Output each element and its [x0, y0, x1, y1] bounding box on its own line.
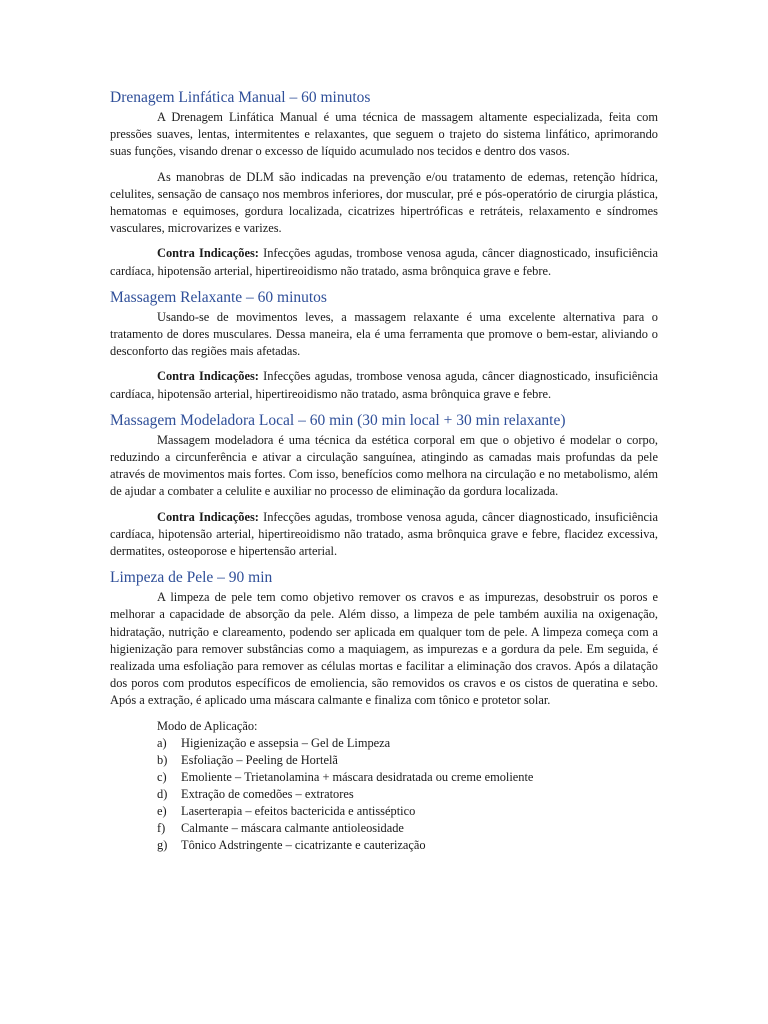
contra-label: Contra Indicações:	[157, 369, 259, 384]
list-item	[157, 837, 658, 854]
list-item	[157, 803, 658, 820]
contra-text: Infecções agudas, trombose venosa aguda, câncer diagnosticado, insuficiência cardíaca, hipotensão arterial, hipertireoidismo não tratado, asma brônquica grave e febre.	[110, 369, 658, 401]
list-item-text: Calmante – máscara calmante antioleosidade	[181, 820, 404, 835]
paragraph: As manobras de DLM são indicadas na prevenção e/ou tratamento de edemas, retenção hídrica, celulites, sensação de cansaço nos membros inferiores, dor muscular, pré e pós-operatório de cirurgia plástica, hematomas e equimoses, gordura localizada, cicatrizes hipertróficas e retráteis, relaxamento e síndromes vasculares, microvarizes e varizes.	[110, 169, 658, 236]
list-marker: c)	[157, 769, 167, 784]
contra-indications	[110, 509, 658, 561]
list-marker: b)	[157, 752, 168, 767]
list-item-text: Higienização e assepsia – Gel de Limpeza	[181, 735, 391, 750]
list-item	[157, 820, 658, 837]
section-title-relaxante: Massagem Relaxante – 60 minutos	[110, 288, 327, 306]
list-item	[157, 752, 658, 769]
list-item	[157, 786, 658, 803]
contra-text: Infecções agudas, trombose venosa aguda, câncer diagnosticado, insuficiência cardíaca, hipotensão arterial, hipertireoidismo não tratado, asma brônquica grave e febre, flacidez excessiva, dermatites, osteoporose e hipertensão arterial.	[110, 509, 658, 559]
section-title-drenagem: Drenagem Linfática Manual – 60 minutos	[110, 89, 371, 106]
paragraph: A Drenagem Linfática Manual é uma técnica de massagem altamente especializada, feita com pressões suaves, lentas, intermitentes e relaxantes, que seguem o trajeto do sistema linfático, aprimorando suas funções, visando drenar o excesso de líquido acumulado nos tecidos e dentro dos vasos.	[110, 110, 658, 159]
section-title-limpeza: Limpeza de Pele – 90 min	[110, 569, 273, 587]
list-item-text: Laserterapia – efeitos bactericida e antisséptico	[181, 803, 416, 818]
list-marker: g)	[157, 837, 168, 852]
list-marker: f)	[157, 820, 166, 835]
list-item-text: Tônico Adstringente – cicatrizante e cauterização	[181, 837, 426, 852]
list-marker: e)	[157, 803, 167, 818]
section-title-modeladora: Massagem Modeladora Local – 60 min (30 min local + 30 min relaxante)	[110, 411, 566, 429]
list-marker: a)	[157, 735, 167, 750]
list-item	[157, 769, 658, 786]
list-marker: d)	[157, 786, 168, 801]
list-item	[157, 735, 658, 752]
list-item-text: Emoliente – Trietanolamina + máscara desidratada ou creme emoliente	[181, 769, 534, 784]
contra-indications	[110, 245, 658, 279]
mode-title: Modo de Aplicação:	[157, 718, 258, 733]
list-item-text: Esfoliação – Peeling de Hortelã	[181, 752, 338, 767]
paragraph: Usando-se de movimentos leves, a massagem relaxante é uma excelente alternativa para o tratamento de dores musculares. Dessa maneira, ela é uma ferramenta que promove o bem-estar, aliviando o desconforto das regiões mais afetadas.	[110, 309, 658, 359]
paragraph: A limpeza de pele tem como objetivo remover os cravos e as impurezas, desobstruir os poros e melhorar a capacidade de absorção da pele. Além disso, a limpeza de pele também auxilia na oxigenação, hidratação, nutrição e clareamento, podendo ser aplicada em qualquer tom de pele. A limpeza começa com a higienização para remover substâncias como a maquiagem, as impurezas e a gordura da pele. Em seguida, é realizada uma esfoliação para remover as células mortas e facilitar a eliminação dos cravos. Após a dilatação dos poros com produtos específicos de emoliencia, são removidos os cravos e os cistos de queratina e sebo. Após a extração, é aplicado uma máscara calmante e finaliza com tônico e protetor solar.	[110, 590, 658, 708]
contra-text: Infecções agudas, trombose venosa aguda, câncer diagnosticado, insuficiência cardíaca, hipotensão arterial, hipertireoidismo não tratado, asma brônquica grave e febre.	[110, 246, 658, 278]
list-item-text: Extração de comedões – extratores	[181, 786, 354, 801]
paragraph: Massagem modeladora é uma técnica da estética corporal em que o objetivo é modelar o corpo, reduzindo a circunferência e ativar a circulação sanguínea, atingindo as camadas mais profundas da pele através de movimentos mais fortes. Com isso, benefícios como melhora na circulação e no metabolismo, além de ajudar a combater a celulite e auxiliar no processo de eliminação da gordura localizada.	[110, 432, 658, 499]
contra-indications	[110, 368, 658, 402]
contra-label: Contra Indicações:	[157, 509, 259, 524]
contra-label: Contra Indicações:	[157, 246, 259, 261]
application-steps	[157, 735, 658, 854]
